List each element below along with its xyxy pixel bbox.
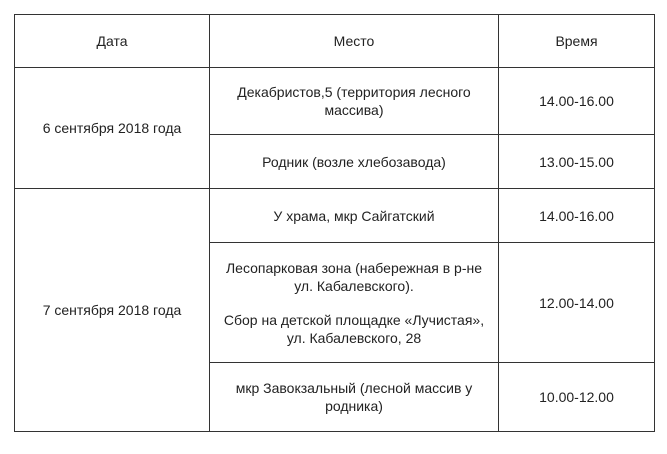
place-text: Декабристов,5 (территория лесного массива) (237, 84, 471, 118)
place-cell (210, 68, 499, 135)
table-row (15, 189, 655, 243)
place-cell (210, 135, 499, 189)
time-cell: 10.00-12.00 (499, 363, 655, 432)
table-row (15, 68, 655, 135)
header-place: Место (210, 15, 499, 68)
place-text: мкр Завокзальный (лесной массив у родника) (235, 380, 473, 414)
header-date: Дата (15, 15, 210, 68)
date-cell: 7 сентября 2018 года (15, 189, 210, 432)
place-text: Лесопарковая зона (набережная в р-не ул. Кабалевского). (225, 259, 483, 294)
place-cell (210, 189, 499, 243)
time-cell: 13.00-15.00 (499, 135, 655, 189)
schedule-table (14, 14, 655, 432)
place-text: У храма, мкр Сайгатский (273, 207, 435, 224)
header-time: Время (499, 15, 655, 68)
date-cell: 6 сентября 2018 года (15, 68, 210, 189)
place-text: Сбор на детской площадке «Лучистая», ул. Кабалевского, 28 (223, 311, 485, 346)
time-cell: 12.00-14.00 (499, 243, 655, 363)
table-header-row (15, 15, 655, 68)
place-cell (210, 243, 499, 363)
place-text: Родник (возле хлебозавода) (262, 153, 446, 170)
place-cell (210, 363, 499, 432)
time-cell: 14.00-16.00 (499, 68, 655, 135)
time-cell: 14.00-16.00 (499, 189, 655, 243)
